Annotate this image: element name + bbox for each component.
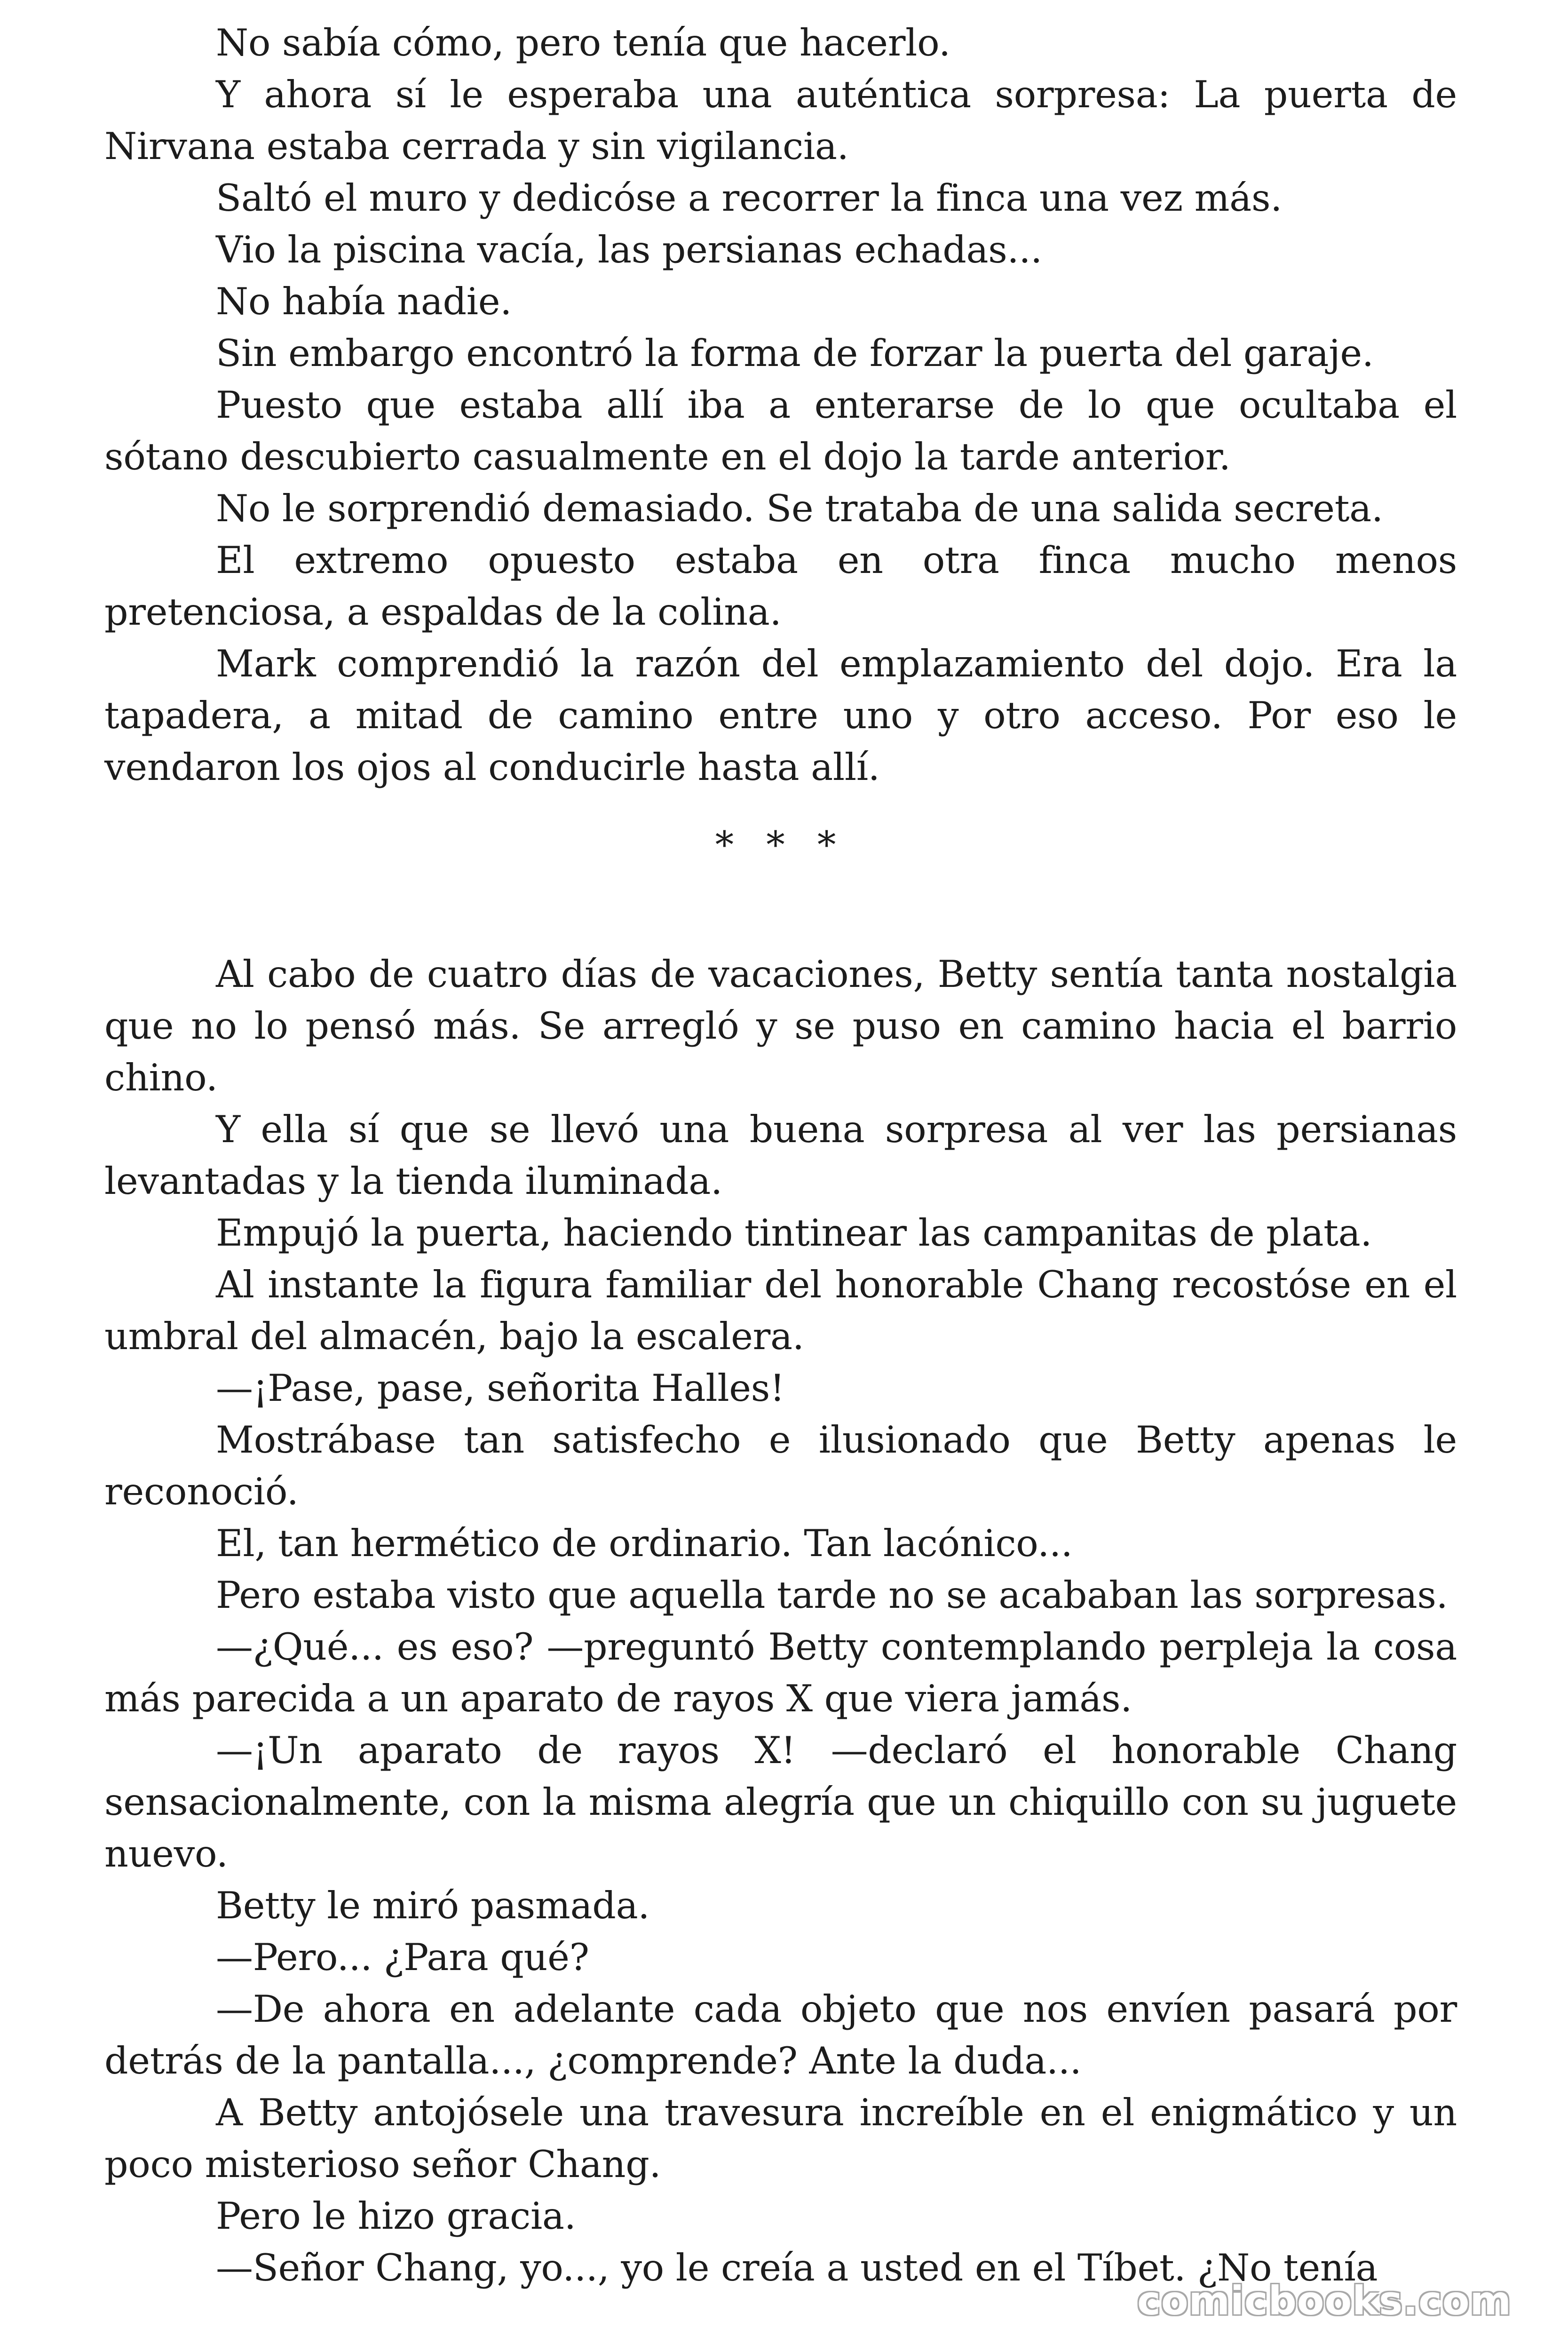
paragraph-last: —Señor Chang, yo..., yo le creía a usted en el Tíbet. ¿No tenía	[216, 2246, 1378, 2289]
paragraph: El extremo opuesto estaba en otra finca mucho menos pretenciosa, a espaldas de la colina.	[104, 539, 1457, 634]
paragraph: —Pero... ¿Para qué?	[216, 1936, 589, 1979]
book-page	[104, 17, 1457, 2294]
paragraph: Pero estaba visto que aquella tarde no se acababan las sorpresas.	[216, 1573, 1448, 1617]
paragraph: A Betty antojósele una travesura increíble en el enigmático y un poco misterioso señor Chang.	[104, 2091, 1457, 2186]
paragraph: Al cabo de cuatro días de vacaciones, Betty sentía tanta nostalgia que no lo pensó más. Se arregló y se puso en camino hacia el barrio chino.	[104, 953, 1457, 1099]
paragraph: Y ahora sí le esperaba una auténtica sorpresa: La puerta de Nirvana estaba cerrada y sin vigilancia.	[104, 73, 1457, 168]
scene-separator: * * *	[715, 823, 847, 866]
paragraph: Y ella sí que se llevó una buena sorpresa al ver las persianas levantadas y la tienda iluminada.	[104, 1108, 1457, 1203]
paragraph: No le sorprendió demasiado. Se trataba de una salida secreta.	[216, 487, 1383, 530]
paragraph: Mark comprendió la razón del emplazamiento del dojo. Era la tapadera, a mitad de camino entre uno y otro acceso. Por eso le vendaron los ojos al conducirle hasta allí.	[104, 642, 1457, 789]
paragraph: Saltó el muro y dedicóse a recorrer la finca una vez más.	[216, 176, 1283, 220]
paragraph: —¡Un aparato de rayos X! —declaró el honorable Chang sensacionalmente, con la misma alegría que un chiquillo con su juguete nuevo.	[104, 1729, 1457, 1875]
paragraph: Sin embargo encontró la forma de forzar la puerta del garaje.	[216, 332, 1374, 375]
paragraph: Al instante la figura familiar del honorable Chang recostóse en el umbral del almacén, bajo la escalera.	[104, 1263, 1457, 1358]
paragraph: No sabía cómo, pero tenía que hacerlo.	[216, 21, 950, 64]
paragraph: —De ahora en adelante cada objeto que nos envíen pasará por detrás de la pantalla..., ¿comprende? Ante la duda...	[104, 1987, 1457, 2082]
paragraph: Pero le hizo gracia.	[216, 2194, 576, 2238]
paragraph: El, tan hermético de ordinario. Tan lacónico...	[216, 1522, 1073, 1565]
paragraph: —¡Pase, pase, señorita Halles!	[216, 1367, 785, 1410]
paragraph: Betty le miró pasmada.	[216, 1884, 650, 1927]
paragraph: Vio la piscina vacía, las persianas echadas...	[216, 228, 1042, 271]
watermark: comicbooks.com	[1137, 2278, 1512, 2324]
paragraph: Mostrábase tan satisfecho e ilusionado que Betty apenas le reconoció.	[104, 1418, 1457, 1513]
paragraph: No había nadie.	[216, 280, 512, 323]
paragraph: Puesto que estaba allí iba a enterarse de lo que ocultaba el sótano descubierto casualmente en el dojo la tarde anterior.	[104, 383, 1457, 478]
paragraph: Empujó la puerta, haciendo tintinear las campanitas de plata.	[216, 1211, 1372, 1255]
paragraph: —¿Qué... es eso? —preguntó Betty contemplando perpleja la cosa más parecida a un aparato de rayos X que viera jamás.	[104, 1625, 1457, 1720]
